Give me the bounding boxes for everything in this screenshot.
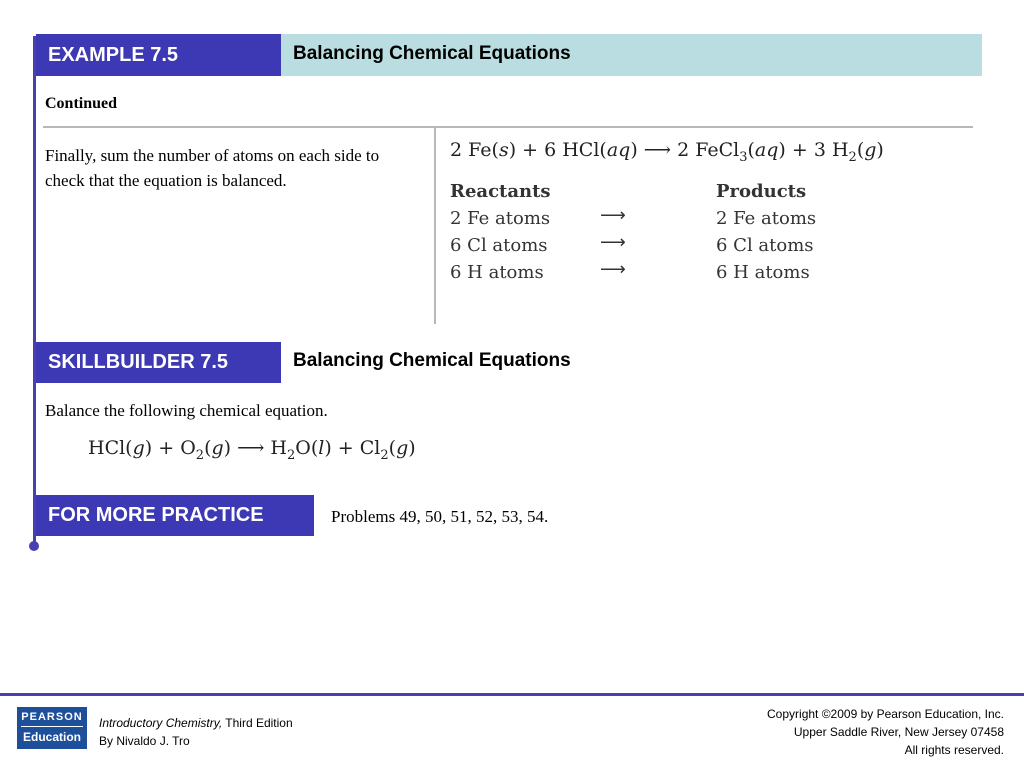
eq-text: ( <box>388 437 397 459</box>
section-rule <box>43 126 973 128</box>
arrow-icon: ⟶ <box>600 232 626 253</box>
reactants-header: Reactants <box>450 181 551 202</box>
reactant-row: 2 Fe atoms <box>450 208 551 229</box>
skillbuilder-tag-label: SKILLBUILDER 7.5 <box>48 351 229 373</box>
copyright-block <box>767 705 1004 759</box>
logo-top-text: PEARSON <box>21 707 83 727</box>
reactant-row: 6 H atoms <box>450 262 544 283</box>
example-equation <box>450 139 884 165</box>
logo-bottom-text: Education <box>22 730 81 744</box>
products-header: Products <box>716 181 807 202</box>
practice-tag <box>36 495 314 536</box>
eq-text: 2 Fe( <box>450 139 499 161</box>
eq-text: ( <box>856 139 865 161</box>
eq-state: g <box>396 437 409 459</box>
eq-state: l <box>318 437 325 459</box>
continued-label: Continued <box>45 95 118 112</box>
eq-text: HCl( <box>88 437 133 459</box>
column-divider <box>434 128 436 324</box>
eq-state: aq <box>606 139 631 161</box>
reactants-column <box>450 178 551 286</box>
book-author: By Nivaldo J. Tro <box>99 734 190 748</box>
skillbuilder-equation <box>88 437 416 463</box>
eq-state: s <box>498 139 509 161</box>
eq-subscript: 2 <box>380 447 389 463</box>
footer-rule <box>0 693 1024 696</box>
book-edition: Third Edition <box>222 716 293 730</box>
eq-subscript: 2 <box>195 447 205 463</box>
book-info <box>99 714 293 750</box>
eq-text: ) + Cl <box>324 437 381 459</box>
eq-text: ) + 6 HCl( <box>508 139 607 161</box>
product-row: 2 Fe atoms <box>716 208 817 229</box>
eq-text: ) + O <box>144 437 196 459</box>
copyright-line: Copyright ©2009 by Pearson Education, Inc. <box>767 707 1004 721</box>
left-accent-line <box>33 36 36 546</box>
skillbuilder-tag <box>36 342 281 383</box>
product-row: 6 H atoms <box>716 262 810 283</box>
eq-state: g <box>132 437 145 459</box>
eq-text: ( <box>747 139 755 161</box>
eq-state: g <box>864 139 877 161</box>
reactant-row: 6 Cl atoms <box>450 235 548 256</box>
skillbuilder-title: Balancing Chemical Equations <box>293 350 571 371</box>
eq-text: ) <box>408 437 416 459</box>
eq-state: aq <box>754 139 779 161</box>
example-instruction: Finally, sum the number of atoms on each side to check that the equation is balanced. <box>45 146 380 190</box>
example-tag-label: EXAMPLE 7.5 <box>48 43 179 66</box>
eq-text: ) ⟶ H <box>223 437 287 459</box>
pearson-logo <box>17 707 87 749</box>
example-tag <box>36 34 281 76</box>
book-title: Introductory Chemistry, <box>99 716 223 730</box>
eq-text: ) + 3 H <box>778 139 849 161</box>
address-line: Upper Saddle River, New Jersey 07458 <box>793 725 1004 739</box>
eq-text: ) ⟶ 2 FeCl <box>630 139 740 161</box>
skillbuilder-instruction: Balance the following chemical equation. <box>45 401 328 420</box>
eq-text: ) <box>876 139 884 161</box>
eq-subscript: 2 <box>286 447 296 463</box>
products-column <box>716 178 816 286</box>
eq-subscript: 2 <box>848 149 857 165</box>
eq-text: O( <box>295 437 319 459</box>
example-title: Balancing Chemical Equations <box>293 43 571 64</box>
arrow-icon: ⟶ <box>600 205 626 226</box>
rights-line: All rights reserved. <box>904 743 1004 757</box>
eq-subscript: 3 <box>739 149 748 165</box>
product-row: 6 Cl atoms <box>716 235 814 256</box>
eq-state: g <box>211 437 224 459</box>
eq-text: ( <box>204 437 212 459</box>
left-accent-dot <box>29 541 39 551</box>
practice-problems: Problems 49, 50, 51, 52, 53, 54. <box>331 507 549 526</box>
arrow-icon: ⟶ <box>600 259 626 280</box>
practice-tag-label: FOR MORE PRACTICE <box>48 504 264 526</box>
book-title-line <box>99 714 293 732</box>
